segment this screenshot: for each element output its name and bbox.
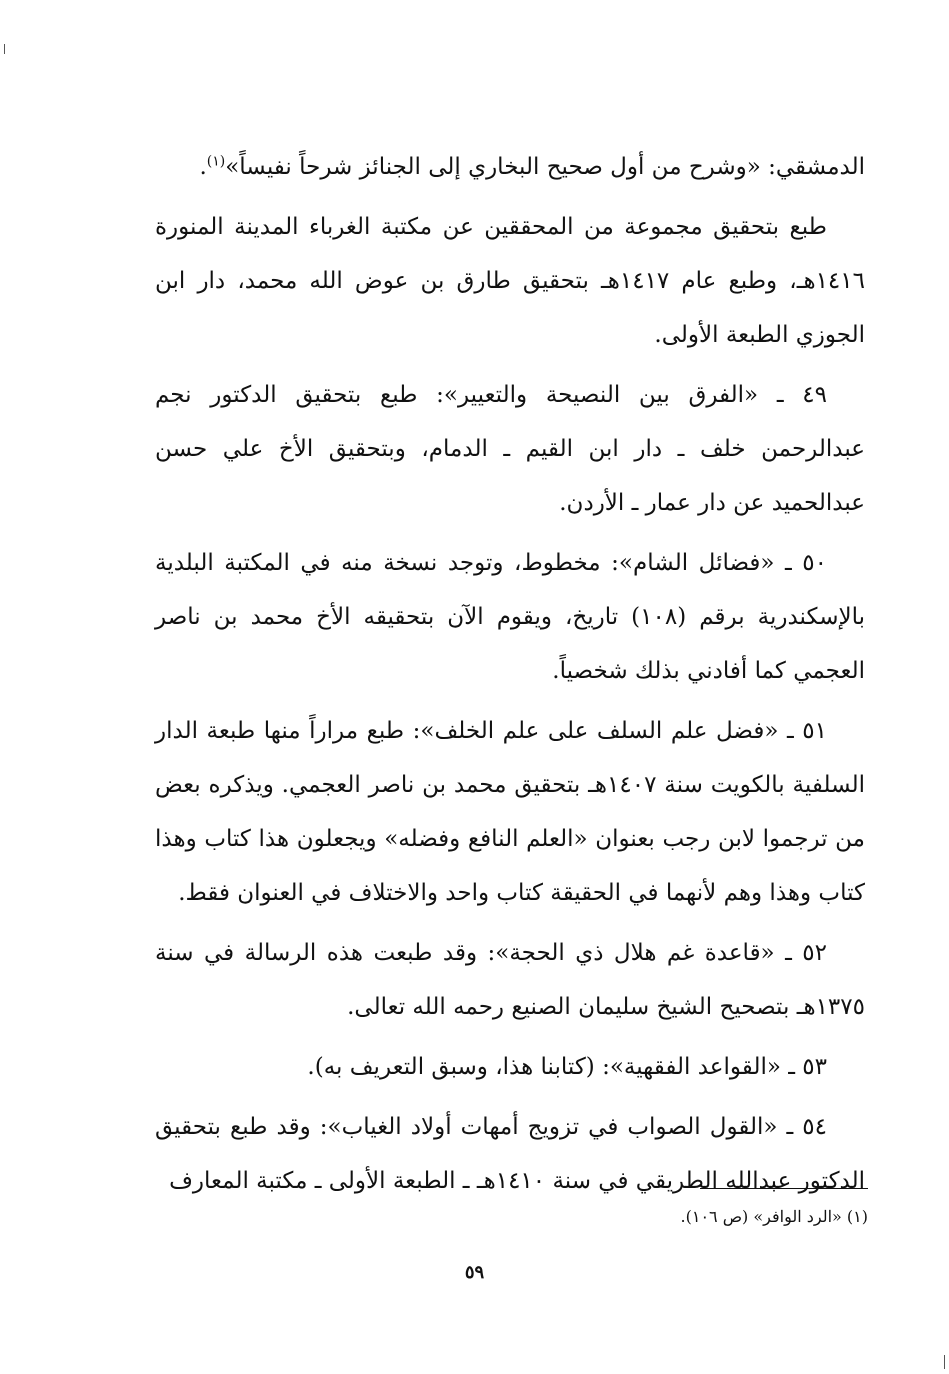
footnote-divider [700,1188,868,1189]
paragraph-item-49 [155,368,865,530]
paragraph-text: ٤٩ ـ «الفرق بين النصيحة والتعيير»: طبع بتحقيق الدكتور نجم عبدالرحمن خلف ـ دار ابن القيم ـ الدمام، وبتحقيق الأخ علي حسن عبدالحميد عن دار عمار ـ الأردن. [155,382,865,516]
footnote [400,1205,878,1229]
scan-edge-mark [944,1355,945,1369]
paragraph-item-52 [155,926,865,1034]
footnote-reference: (١) [206,153,226,170]
paragraph-item-54 [155,1100,865,1208]
scan-edge-mark [4,44,5,54]
paragraph-text: ٥٤ ـ «القول الصواب في تزويج أمهات أولاد الغياب»: وقد طبع بتحقيق الدكتور عبدالله الطريقي في سنة ١٤١٠هـ ـ الطبعة الأولى ـ مكتبة المعارف [155,1114,865,1194]
paragraph-text: طبع بتحقيق مجموعة من المحققين عن مكتبة الغرباء المدينة المنورة ١٤١٦هـ، وطبع عام ١٤١٧هـ بتحقيق طارق بن عوض الله محمد، دار ابن الجوزي الطبعة الأولى. [155,214,865,348]
page-body [155,140,865,1214]
paragraph-1 [155,140,865,194]
paragraph-item-50 [155,536,865,698]
footnote-text: (١) «الرد الوافر» (ص ١٠٦). [680,1207,868,1226]
paragraph-text: ٥٠ ـ «فضائل الشام»: مخطوط، وتوجد نسخة منه في المكتبة البلدية بالإسكندرية برقم (١٠٨) تاريخ، ويقوم الآن بتحقيقه الأخ محمد بن ناصر العجمي كما أفادني بذلك شخصياً. [155,550,865,684]
paragraph-text: ٥٢ ـ «قاعدة غم هلال ذي الحجة»: وقد طبعت هذه الرسالة في سنة ١٣٧٥هـ بتصحيح الشيخ سليمان الصنيع رحمه الله تعالى. [155,940,865,1020]
paragraph-text: ٥١ ـ «فضل علم السلف على علم الخلف»: طبع مراراً منها طبعة الدار السلفية بالكويت سنة ١٤٠٧هـ بتحقيق محمد بن ناصر العجمي. ويذكره بعض من ترجموا لابن رجب بعنوان «العلم النافع وفضله» ويجعلون هذا كتاب وهذا كتاب وهذا وهم لأنهما في الحقيقة كتاب واحد والاختلاف في العنوان فقط. [155,718,865,906]
paragraph-text: الدمشقي: «وشرح من أول صحيح البخاري إلى الجنائز شرحاً نفيساً» [225,154,865,180]
paragraph-2 [155,200,865,362]
paragraph-text: ٥٣ ـ «القواعد الفقهية»: (كتابنا هذا، وسبق التعريف به). [307,1054,827,1080]
paragraph-tail: . [199,154,207,180]
paragraph-item-51 [155,704,865,920]
page-number: ٥٩ [464,1262,485,1283]
paragraph-item-53 [155,1040,865,1094]
